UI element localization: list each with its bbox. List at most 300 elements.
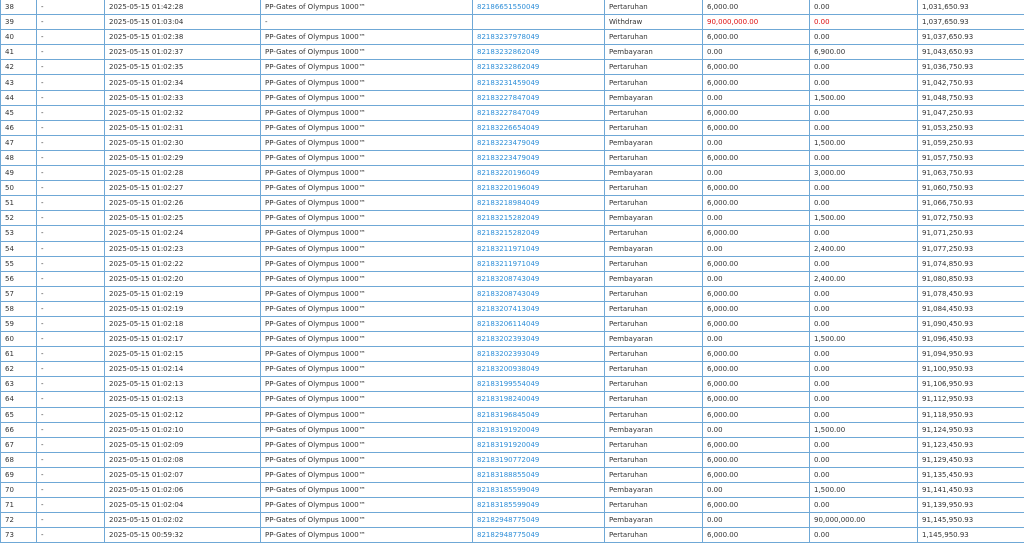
reference-id-link[interactable]: 82186651550049 — [473, 0, 605, 15]
bet-amount-cell: 6,000.00 — [703, 150, 810, 165]
row-number-cell: 45 — [1, 105, 37, 120]
game-name-cell: PP-Gates of Olympus 1000™ — [261, 467, 473, 482]
timestamp-cell: 2025-05-15 01:02:06 — [105, 483, 261, 498]
reference-id-link[interactable]: 82183211971049 — [473, 241, 605, 256]
transaction-type-cell: Pertaruhan — [605, 30, 703, 45]
user-cell: - — [37, 362, 105, 377]
bet-amount-cell: 6,000.00 — [703, 452, 810, 467]
balance-cell: 91,123,450.93 — [918, 437, 1024, 452]
timestamp-cell: 2025-05-15 01:02:30 — [105, 135, 261, 150]
game-name-cell: PP-Gates of Olympus 1000™ — [261, 105, 473, 120]
bet-amount-cell: 6,000.00 — [703, 498, 810, 513]
reference-id-link[interactable]: 82183208743049 — [473, 286, 605, 301]
transaction-type-cell: Pertaruhan — [605, 316, 703, 331]
balance-cell: 91,059,250.93 — [918, 135, 1024, 150]
user-cell: - — [37, 483, 105, 498]
win-amount-cell: 0.00 — [810, 286, 918, 301]
reference-id-link[interactable]: 82183223479049 — [473, 135, 605, 150]
win-amount-cell: 0.00 — [810, 437, 918, 452]
balance-cell: 1,037,650.93 — [918, 15, 1024, 30]
bet-amount-cell: 0.00 — [703, 271, 810, 286]
table-row — [1, 105, 1024, 120]
table-row — [1, 211, 1024, 226]
row-number-cell: 68 — [1, 452, 37, 467]
table-row — [1, 150, 1024, 165]
win-amount-cell: 0.00 — [810, 30, 918, 45]
table-row — [1, 347, 1024, 362]
win-amount-cell: 0.00 — [810, 316, 918, 331]
win-amount-cell: 0.00 — [810, 105, 918, 120]
user-cell: - — [37, 286, 105, 301]
timestamp-cell: 2025-05-15 01:02:02 — [105, 513, 261, 528]
timestamp-cell: 2025-05-15 01:02:19 — [105, 286, 261, 301]
reference-id-link[interactable]: 82183198240049 — [473, 392, 605, 407]
user-cell: - — [37, 332, 105, 347]
user-cell: - — [37, 226, 105, 241]
timestamp-cell: 2025-05-15 01:02:14 — [105, 362, 261, 377]
win-amount-cell: 1,500.00 — [810, 332, 918, 347]
transaction-type-cell: Pembayaran — [605, 166, 703, 181]
game-name-cell: PP-Gates of Olympus 1000™ — [261, 0, 473, 15]
reference-id-link[interactable]: 82183208743049 — [473, 271, 605, 286]
user-cell: - — [37, 392, 105, 407]
reference-id-link[interactable]: 82183220196049 — [473, 181, 605, 196]
balance-cell: 91,043,650.93 — [918, 45, 1024, 60]
transaction-type-cell: Pembayaran — [605, 332, 703, 347]
balance-cell: 91,060,750.93 — [918, 181, 1024, 196]
table-row — [1, 241, 1024, 256]
user-cell: - — [37, 301, 105, 316]
user-cell: - — [37, 407, 105, 422]
row-number-cell: 51 — [1, 196, 37, 211]
transaction-type-cell: Pertaruhan — [605, 301, 703, 316]
timestamp-cell: 2025-05-15 01:02:37 — [105, 45, 261, 60]
win-amount-cell: 0.00 — [810, 528, 918, 543]
table-row — [1, 271, 1024, 286]
timestamp-cell: 2025-05-15 01:02:28 — [105, 166, 261, 181]
table-row — [1, 75, 1024, 90]
table-row — [1, 45, 1024, 60]
reference-id-link[interactable]: 82183232862049 — [473, 45, 605, 60]
balance-cell: 91,078,450.93 — [918, 286, 1024, 301]
table-row — [1, 467, 1024, 482]
bet-amount-cell: 0.00 — [703, 211, 810, 226]
transaction-type-cell: Pertaruhan — [605, 528, 703, 543]
user-cell: - — [37, 120, 105, 135]
reference-id-link[interactable]: 82183185599049 — [473, 483, 605, 498]
row-number-cell: 72 — [1, 513, 37, 528]
reference-id-link[interactable]: 82183196845049 — [473, 407, 605, 422]
table-row — [1, 422, 1024, 437]
user-cell: - — [37, 498, 105, 513]
reference-id-link[interactable]: 82183227847049 — [473, 90, 605, 105]
reference-id-link[interactable]: 82183227847049 — [473, 105, 605, 120]
user-cell: - — [37, 105, 105, 120]
row-number-cell: 65 — [1, 407, 37, 422]
transaction-type-cell: Pembayaran — [605, 422, 703, 437]
table-row — [1, 332, 1024, 347]
table-row — [1, 437, 1024, 452]
balance-cell: 91,145,950.93 — [918, 513, 1024, 528]
bet-amount-cell: 90,000,000.00 — [703, 15, 810, 30]
balance-cell: 91,084,450.93 — [918, 301, 1024, 316]
bet-amount-cell: 0.00 — [703, 45, 810, 60]
game-name-cell: PP-Gates of Olympus 1000™ — [261, 181, 473, 196]
game-name-cell: PP-Gates of Olympus 1000™ — [261, 528, 473, 543]
win-amount-cell: 0.00 — [810, 60, 918, 75]
bet-amount-cell: 6,000.00 — [703, 60, 810, 75]
game-name-cell: PP-Gates of Olympus 1000™ — [261, 211, 473, 226]
row-number-cell: 69 — [1, 467, 37, 482]
user-cell: - — [37, 75, 105, 90]
win-amount-cell: 0.00 — [810, 0, 918, 15]
table-row — [1, 362, 1024, 377]
game-name-cell: PP-Gates of Olympus 1000™ — [261, 286, 473, 301]
row-number-cell: 66 — [1, 422, 37, 437]
transaction-type-cell: Pertaruhan — [605, 498, 703, 513]
game-name-cell: PP-Gates of Olympus 1000™ — [261, 196, 473, 211]
timestamp-cell: 2025-05-15 01:02:13 — [105, 392, 261, 407]
game-name-cell: PP-Gates of Olympus 1000™ — [261, 150, 473, 165]
balance-cell: 91,071,250.93 — [918, 226, 1024, 241]
game-name-cell: PP-Gates of Olympus 1000™ — [261, 241, 473, 256]
win-amount-cell: 2,400.00 — [810, 241, 918, 256]
timestamp-cell: 2025-05-15 01:02:09 — [105, 437, 261, 452]
timestamp-cell: 2025-05-15 01:02:38 — [105, 30, 261, 45]
reference-id-link[interactable]: 82183191920049 — [473, 422, 605, 437]
row-number-cell: 52 — [1, 211, 37, 226]
balance-cell: 91,036,750.93 — [918, 60, 1024, 75]
balance-cell: 91,135,450.93 — [918, 467, 1024, 482]
timestamp-cell: 2025-05-15 01:03:04 — [105, 15, 261, 30]
user-cell: - — [37, 452, 105, 467]
table-row — [1, 498, 1024, 513]
transaction-type-cell: Pembayaran — [605, 211, 703, 226]
transaction-type-cell: Pertaruhan — [605, 286, 703, 301]
game-name-cell: PP-Gates of Olympus 1000™ — [261, 166, 473, 181]
balance-cell: 1,031,650.93 — [918, 0, 1024, 15]
bet-amount-cell: 6,000.00 — [703, 392, 810, 407]
balance-cell: 91,072,750.93 — [918, 211, 1024, 226]
game-name-cell: PP-Gates of Olympus 1000™ — [261, 301, 473, 316]
timestamp-cell: 2025-05-15 01:02:24 — [105, 226, 261, 241]
balance-cell: 91,124,950.93 — [918, 422, 1024, 437]
timestamp-cell: 2025-05-15 01:02:19 — [105, 301, 261, 316]
row-number-cell: 40 — [1, 30, 37, 45]
balance-cell: 1,145,950.93 — [918, 528, 1024, 543]
win-amount-cell: 0.00 — [810, 377, 918, 392]
balance-cell: 91,118,950.93 — [918, 407, 1024, 422]
timestamp-cell: 2025-05-15 01:02:35 — [105, 60, 261, 75]
timestamp-cell: 2025-05-15 01:02:31 — [105, 120, 261, 135]
bet-amount-cell: 6,000.00 — [703, 181, 810, 196]
reference-id-link[interactable]: 82183237978049 — [473, 30, 605, 45]
win-amount-cell: 1,500.00 — [810, 90, 918, 105]
transaction-type-cell: Pertaruhan — [605, 0, 703, 15]
transaction-type-cell: Pertaruhan — [605, 150, 703, 165]
bet-amount-cell: 6,000.00 — [703, 75, 810, 90]
user-cell: - — [37, 528, 105, 543]
win-amount-cell: 3,000.00 — [810, 166, 918, 181]
table-row — [1, 392, 1024, 407]
balance-cell: 91,141,450.93 — [918, 483, 1024, 498]
user-cell: - — [37, 377, 105, 392]
timestamp-cell: 2025-05-15 01:02:26 — [105, 196, 261, 211]
bet-amount-cell: 6,000.00 — [703, 437, 810, 452]
user-cell: - — [37, 166, 105, 181]
row-number-cell: 62 — [1, 362, 37, 377]
win-amount-cell: 0.00 — [810, 15, 918, 30]
transaction-type-cell: Pembayaran — [605, 241, 703, 256]
balance-cell: 91,048,750.93 — [918, 90, 1024, 105]
game-name-cell: PP-Gates of Olympus 1000™ — [261, 407, 473, 422]
row-number-cell: 53 — [1, 226, 37, 241]
timestamp-cell: 2025-05-15 01:02:10 — [105, 422, 261, 437]
game-name-cell: PP-Gates of Olympus 1000™ — [261, 377, 473, 392]
reference-id-link[interactable]: 82183218984049 — [473, 196, 605, 211]
table-row — [1, 528, 1024, 543]
table-row — [1, 301, 1024, 316]
bet-amount-cell: 6,000.00 — [703, 286, 810, 301]
timestamp-cell: 2025-05-15 01:02:27 — [105, 181, 261, 196]
reference-id-link[interactable]: 82183211971049 — [473, 256, 605, 271]
row-number-cell: 56 — [1, 271, 37, 286]
reference-id-link[interactable]: 82183215282049 — [473, 211, 605, 226]
bet-amount-cell: 0.00 — [703, 90, 810, 105]
table-row — [1, 120, 1024, 135]
transaction-type-cell: Pertaruhan — [605, 347, 703, 362]
win-amount-cell: 1,500.00 — [810, 483, 918, 498]
table-row — [1, 286, 1024, 301]
balance-cell: 91,090,450.93 — [918, 316, 1024, 331]
game-name-cell: PP-Gates of Olympus 1000™ — [261, 483, 473, 498]
row-number-cell: 54 — [1, 241, 37, 256]
balance-cell: 91,080,850.93 — [918, 271, 1024, 286]
bet-amount-cell: 0.00 — [703, 483, 810, 498]
game-name-cell: PP-Gates of Olympus 1000™ — [261, 316, 473, 331]
row-number-cell: 44 — [1, 90, 37, 105]
row-number-cell: 70 — [1, 483, 37, 498]
reference-id-link[interactable]: 82183188855049 — [473, 467, 605, 482]
game-name-cell: PP-Gates of Olympus 1000™ — [261, 45, 473, 60]
table-row — [1, 513, 1024, 528]
reference-id-link[interactable]: 82183200938049 — [473, 362, 605, 377]
balance-cell: 91,066,750.93 — [918, 196, 1024, 211]
bet-amount-cell: 0.00 — [703, 422, 810, 437]
user-cell: - — [37, 15, 105, 30]
table-row — [1, 196, 1024, 211]
timestamp-cell: 2025-05-15 01:02:04 — [105, 498, 261, 513]
table-row — [1, 407, 1024, 422]
win-amount-cell: 1,500.00 — [810, 422, 918, 437]
balance-cell: 91,063,750.93 — [918, 166, 1024, 181]
table-row — [1, 15, 1024, 30]
win-amount-cell: 90,000,000.00 — [810, 513, 918, 528]
reference-id-link[interactable]: 82183199554049 — [473, 377, 605, 392]
win-amount-cell: 0.00 — [810, 256, 918, 271]
reference-id-link[interactable]: 82183206114049 — [473, 316, 605, 331]
timestamp-cell: 2025-05-15 00:59:32 — [105, 528, 261, 543]
transaction-table-body — [1, 0, 1024, 543]
reference-id-link[interactable]: 82182948775049 — [473, 528, 605, 543]
game-name-cell: PP-Gates of Olympus 1000™ — [261, 135, 473, 150]
bet-amount-cell: 0.00 — [703, 135, 810, 150]
bet-amount-cell: 6,000.00 — [703, 105, 810, 120]
user-cell: - — [37, 90, 105, 105]
balance-cell: 91,053,250.93 — [918, 120, 1024, 135]
reference-id-link[interactable]: 82183220196049 — [473, 166, 605, 181]
table-row — [1, 30, 1024, 45]
win-amount-cell: 0.00 — [810, 181, 918, 196]
win-amount-cell: 0.00 — [810, 452, 918, 467]
table-row — [1, 90, 1024, 105]
balance-cell: 91,094,950.93 — [918, 347, 1024, 362]
reference-id-link[interactable]: 82183232862049 — [473, 60, 605, 75]
reference-id-link[interactable]: 82182948775049 — [473, 513, 605, 528]
reference-id-link[interactable]: 82183231459049 — [473, 75, 605, 90]
row-number-cell: 60 — [1, 332, 37, 347]
game-name-cell: PP-Gates of Olympus 1000™ — [261, 392, 473, 407]
reference-id-link[interactable]: 82183185599049 — [473, 498, 605, 513]
row-number-cell: 49 — [1, 166, 37, 181]
win-amount-cell: 0.00 — [810, 150, 918, 165]
user-cell: - — [37, 150, 105, 165]
win-amount-cell: 0.00 — [810, 75, 918, 90]
user-cell: - — [37, 30, 105, 45]
reference-id-link[interactable]: 82183202393049 — [473, 347, 605, 362]
bet-amount-cell: 6,000.00 — [703, 301, 810, 316]
user-cell: - — [37, 135, 105, 150]
reference-id-link[interactable]: 82183207413049 — [473, 301, 605, 316]
row-number-cell: 64 — [1, 392, 37, 407]
transaction-type-cell: Pertaruhan — [605, 226, 703, 241]
row-number-cell: 57 — [1, 286, 37, 301]
transaction-type-cell: Withdraw — [605, 15, 703, 30]
win-amount-cell: 2,400.00 — [810, 271, 918, 286]
table-row — [1, 60, 1024, 75]
transaction-type-cell: Pertaruhan — [605, 392, 703, 407]
win-amount-cell: 0.00 — [810, 196, 918, 211]
timestamp-cell: 2025-05-15 01:02:08 — [105, 452, 261, 467]
transaction-type-cell: Pertaruhan — [605, 75, 703, 90]
bet-amount-cell: 6,000.00 — [703, 528, 810, 543]
row-number-cell: 41 — [1, 45, 37, 60]
game-name-cell: PP-Gates of Olympus 1000™ — [261, 513, 473, 528]
bet-amount-cell: 6,000.00 — [703, 362, 810, 377]
bet-amount-cell: 0.00 — [703, 513, 810, 528]
balance-cell: 91,112,950.93 — [918, 392, 1024, 407]
win-amount-cell: 0.00 — [810, 120, 918, 135]
user-cell: - — [37, 181, 105, 196]
bet-amount-cell: 6,000.00 — [703, 316, 810, 331]
user-cell: - — [37, 422, 105, 437]
reference-id-link[interactable]: 82183223479049 — [473, 150, 605, 165]
row-number-cell: 39 — [1, 15, 37, 30]
reference-id-link — [473, 15, 605, 30]
game-name-cell: PP-Gates of Olympus 1000™ — [261, 452, 473, 467]
user-cell: - — [37, 196, 105, 211]
timestamp-cell: 2025-05-15 01:02:23 — [105, 241, 261, 256]
user-cell: - — [37, 211, 105, 226]
bet-amount-cell: 6,000.00 — [703, 196, 810, 211]
user-cell: - — [37, 316, 105, 331]
balance-cell: 91,096,450.93 — [918, 332, 1024, 347]
user-cell: - — [37, 437, 105, 452]
reference-id-link[interactable]: 82183191920049 — [473, 437, 605, 452]
timestamp-cell: 2025-05-15 01:02:07 — [105, 467, 261, 482]
win-amount-cell: 6,900.00 — [810, 45, 918, 60]
reference-id-link[interactable]: 82183215282049 — [473, 226, 605, 241]
row-number-cell: 73 — [1, 528, 37, 543]
reference-id-link[interactable]: 82183190772049 — [473, 452, 605, 467]
table-row — [1, 377, 1024, 392]
game-name-cell: PP-Gates of Olympus 1000™ — [261, 120, 473, 135]
game-name-cell: PP-Gates of Olympus 1000™ — [261, 271, 473, 286]
transaction-type-cell: Pembayaran — [605, 483, 703, 498]
transaction-type-cell: Pembayaran — [605, 271, 703, 286]
row-number-cell: 42 — [1, 60, 37, 75]
win-amount-cell: 0.00 — [810, 226, 918, 241]
game-name-cell: PP-Gates of Olympus 1000™ — [261, 437, 473, 452]
game-name-cell: - — [261, 15, 473, 30]
row-number-cell: 63 — [1, 377, 37, 392]
row-number-cell: 61 — [1, 347, 37, 362]
transaction-type-cell: Pertaruhan — [605, 256, 703, 271]
row-number-cell: 71 — [1, 498, 37, 513]
win-amount-cell: 0.00 — [810, 467, 918, 482]
transaction-type-cell: Pembayaran — [605, 513, 703, 528]
row-number-cell: 43 — [1, 75, 37, 90]
win-amount-cell: 0.00 — [810, 407, 918, 422]
win-amount-cell: 0.00 — [810, 347, 918, 362]
user-cell: - — [37, 241, 105, 256]
balance-cell: 91,129,450.93 — [918, 452, 1024, 467]
game-name-cell: PP-Gates of Olympus 1000™ — [261, 347, 473, 362]
timestamp-cell: 2025-05-15 01:02:12 — [105, 407, 261, 422]
table-row — [1, 316, 1024, 331]
transaction-type-cell: Pertaruhan — [605, 362, 703, 377]
bet-amount-cell: 6,000.00 — [703, 226, 810, 241]
reference-id-link[interactable]: 82183202393049 — [473, 332, 605, 347]
timestamp-cell: 2025-05-15 01:02:13 — [105, 377, 261, 392]
game-name-cell: PP-Gates of Olympus 1000™ — [261, 498, 473, 513]
game-name-cell: PP-Gates of Olympus 1000™ — [261, 332, 473, 347]
transaction-type-cell: Pertaruhan — [605, 452, 703, 467]
bet-amount-cell: 0.00 — [703, 166, 810, 181]
transaction-type-cell: Pembayaran — [605, 90, 703, 105]
game-name-cell: PP-Gates of Olympus 1000™ — [261, 256, 473, 271]
game-name-cell: PP-Gates of Olympus 1000™ — [261, 60, 473, 75]
table-row — [1, 483, 1024, 498]
game-name-cell: PP-Gates of Olympus 1000™ — [261, 422, 473, 437]
user-cell: - — [37, 347, 105, 362]
user-cell: - — [37, 60, 105, 75]
row-number-cell: 59 — [1, 316, 37, 331]
user-cell: - — [37, 256, 105, 271]
balance-cell: 91,100,950.93 — [918, 362, 1024, 377]
transaction-type-cell: Pertaruhan — [605, 105, 703, 120]
game-name-cell: PP-Gates of Olympus 1000™ — [261, 362, 473, 377]
balance-cell: 91,042,750.93 — [918, 75, 1024, 90]
timestamp-cell: 2025-05-15 01:02:25 — [105, 211, 261, 226]
transaction-type-cell: Pertaruhan — [605, 437, 703, 452]
win-amount-cell: 0.00 — [810, 362, 918, 377]
user-cell: - — [37, 271, 105, 286]
timestamp-cell: 2025-05-15 01:42:28 — [105, 0, 261, 15]
balance-cell: 91,077,250.93 — [918, 241, 1024, 256]
reference-id-link[interactable]: 82183226654049 — [473, 120, 605, 135]
table-row — [1, 166, 1024, 181]
